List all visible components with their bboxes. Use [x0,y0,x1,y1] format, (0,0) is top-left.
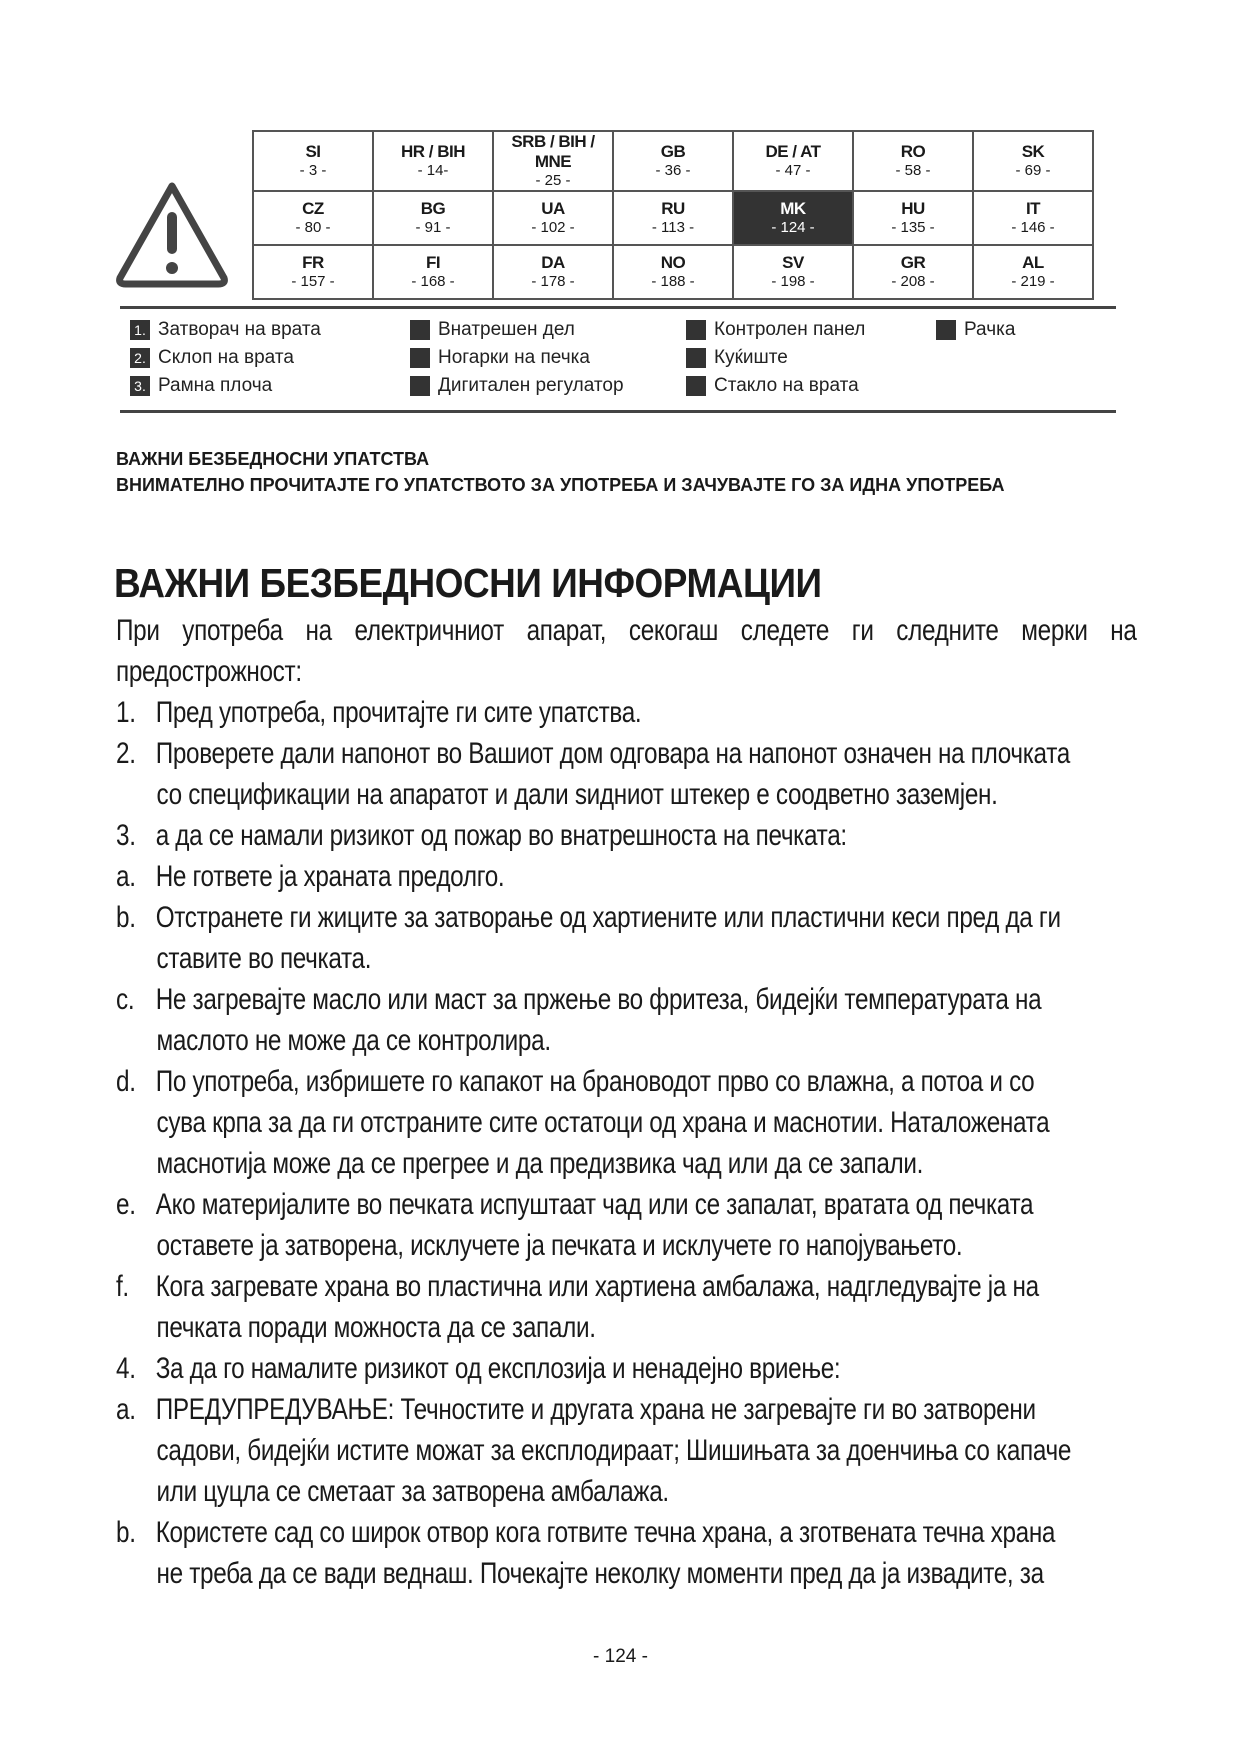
item-text: Отстранете ги жиците за затворање од хартиените или пластични кеси пред да ги [155,901,1061,934]
part-marker [410,320,430,340]
language-page: - 188 - [651,273,695,290]
language-page: - 124 - [771,219,815,236]
language-code: FI [425,253,441,272]
item-text: а да се намали ризикот од пожар во внатрешноста на печката: [155,819,847,852]
parts-col-1 [130,316,321,400]
language-code: FR [302,253,324,272]
language-page: - 135 - [891,219,935,236]
language-code: SI [305,142,321,161]
item-continuation: со спецификации на апаратот и дали ѕидниот штекер е соодветно заземјен. [156,778,998,811]
item-number: b. [116,901,136,934]
language-code: DE / AT [765,142,821,161]
item-number: e. [116,1188,136,1221]
item-text: По употреба, избришете го капакот на брановодот прво со влажна, а потоа и со [155,1065,1035,1098]
part-label: Склоп на врата [158,347,294,368]
notice-heading: ВАЖНИ БЕЗБЕДНОСНИ УПАТСТВА [116,449,430,469]
language-page: - 58 - [895,162,931,179]
parts-item [410,316,624,344]
language-cell [733,131,853,191]
language-page: - 14- [417,162,449,179]
item-number: 4. [116,1352,136,1385]
language-page: - 219 - [1011,273,1055,290]
notice-text: ВНИМАТЕЛНО ПРОЧИТАЈТЕ ГО УПАТСТВОТО ЗА УПОТРЕБА И ЗАЧУВАЈТЕ ГО ЗА ИДНА УПОТРЕБА [116,475,1005,495]
item-continuation: сува крпа за да ги отстраните сите остатоци од храна и маснотии. Наталожената [156,1106,1050,1139]
language-code: AL [1022,253,1044,272]
language-code: BG [420,199,446,218]
item-number: a. [116,1393,136,1426]
language-page: - 25 - [535,172,571,189]
page-number: - 124 - [593,1646,648,1667]
language-code: GB [660,142,686,161]
language-code: HR / BIH [401,142,465,161]
language-cell [853,245,973,299]
part-label: Внатрешен дел [438,319,575,340]
part-label: Ногарки на печка [438,347,590,368]
instruction-item [116,1266,1039,1307]
part-marker [686,376,706,396]
item-continuation: или цуцла се сметаат за затворена амбалажа. [156,1475,669,1508]
language-index-table [252,130,1094,300]
language-cell [253,131,373,191]
part-label: Дигитален регулатор [438,375,624,396]
language-page: - 208 - [891,273,935,290]
item-continuation: ставите во печката. [156,942,372,975]
language-cell [493,245,613,299]
parts-col-2 [410,316,624,400]
language-code: SRB / BIH / MNE [511,132,595,171]
instruction-item [116,856,1027,897]
language-code: HU [901,199,925,218]
item-text: Проверете дали напонот во Вашиот дом одговара на напонот означен на плочката [155,737,1070,770]
part-label: Куќиште [714,347,788,368]
parts-item [686,344,865,372]
parts-item [130,372,321,400]
item-continuation: маснотија може да се прегрее и да предизвика чад или да се запали. [156,1147,924,1180]
part-number-badge: 3. [130,376,150,396]
item-continuation: оставете ја затворена, исклучете ја печката и исклучете го напојувањето. [156,1229,963,1262]
language-page: - 157 - [291,273,335,290]
item-number: f. [116,1270,129,1303]
part-number-badge: 2. [130,348,150,368]
item-number: a. [116,860,136,893]
part-marker [686,320,706,340]
parts-item [936,316,1015,344]
item-continuation: печката поради можноста да се запали. [156,1311,596,1344]
item-number: c. [116,983,135,1016]
item-text: Користете сад со широк отвор кога готвите течна храна, а зготвената течна храна [155,1516,1056,1549]
instruction-item [116,692,1027,733]
parts-item [410,372,624,400]
language-cell [613,191,733,245]
language-page: - 198 - [771,273,815,290]
intro-line: предострожност: [116,655,302,688]
language-cell [253,245,373,299]
part-number-badge: 1. [130,320,150,340]
part-marker [686,348,706,368]
parts-col-3 [686,316,865,400]
parts-item [130,344,321,372]
language-code: SK [1021,142,1045,161]
warning-icon [114,178,230,290]
language-code: MK [780,199,806,218]
part-marker [936,320,956,340]
part-marker [410,348,430,368]
language-row [253,191,1093,245]
language-cell [733,191,853,245]
item-number: b. [116,1516,136,1549]
language-code: SV [782,253,804,272]
language-cell [613,245,733,299]
language-page: - 168 - [411,273,455,290]
item-number: 2. [116,737,136,770]
part-label: Затворач на врата [158,319,321,340]
parts-item [130,316,321,344]
language-cell [613,131,733,191]
language-code: DA [541,253,565,272]
language-cell [853,191,973,245]
language-code: GR [900,253,926,272]
language-cell [733,245,853,299]
language-page: - 80 - [295,219,331,236]
intro-line: При употреба на електричниот апарат, секогаш следете ги следните мерки на [116,614,1137,647]
language-code: NO [660,253,686,272]
language-page: - 102 - [531,219,575,236]
language-page: - 91 - [415,219,451,236]
item-number: 3. [116,819,136,852]
item-number: 1. [116,696,136,729]
language-cell [373,191,493,245]
language-cell [973,131,1093,191]
item-text: Не загревајте масло или маст за пржење во фритеза, бидејќи температурата на [155,983,1042,1016]
language-page: - 178 - [531,273,575,290]
language-code: RU [661,199,685,218]
language-code: RO [900,142,926,161]
safety-notice [116,446,1076,498]
language-page: - 47 - [775,162,811,179]
item-text: ПРЕДУПРЕДУВАЊЕ: Течностите и другата храна не загревајте ги во затворени [155,1393,1036,1426]
top-divider [120,306,1116,309]
language-cell [253,191,373,245]
instruction-item [116,1512,1056,1553]
part-label: Рачка [964,319,1016,340]
parts-col-4 [936,316,1015,344]
part-label: Стакло на врата [714,375,859,396]
language-page: - 146 - [1011,219,1055,236]
instruction-item [116,1184,1034,1225]
language-cell [373,131,493,191]
part-marker [410,376,430,396]
item-number: d. [116,1065,136,1098]
language-cell [973,245,1093,299]
bottom-divider [120,410,1116,413]
language-cell [493,131,613,191]
instruction-item [116,815,1027,856]
item-text: За да го намалите ризикот од експлозија и ненадејно вриење: [155,1352,841,1385]
language-row [253,131,1093,191]
instructions-body [116,610,1137,1594]
language-code: CZ [302,199,324,218]
item-text: Ако материјалите во печката испуштаат чад или се запалат, вратата од печката [155,1188,1034,1221]
item-text: Не гответе ја храната предолго. [155,860,505,893]
language-page: - 69 - [1015,162,1051,179]
part-label: Контролен панел [714,319,866,340]
language-cell [373,245,493,299]
item-text: Кога загревате храна во пластична или хартиена амбалажа, надгледувајте ја на [155,1270,1039,1303]
instruction-item [116,897,1061,938]
section-title: ВАЖНИ БЕЗБЕДНОСНИ ИНФОРМАЦИИ [114,560,822,606]
item-continuation: садови, бидејќи истите можат за експлодираат; Шишињата за доенчиња со капаче [156,1434,1072,1467]
instruction-item [116,1348,1027,1389]
language-page: - 113 - [651,219,695,236]
language-page: - 36 - [655,162,691,179]
instruction-item [116,1389,1036,1430]
item-continuation: маслото не може да се контролира. [156,1024,551,1057]
instruction-list [116,692,1072,1594]
language-cell [973,191,1093,245]
instruction-item [116,979,1042,1020]
language-code: UA [541,199,565,218]
instruction-item [116,1061,1035,1102]
part-label: Рамна плоча [158,375,273,396]
instruction-item [116,733,1070,774]
parts-item [410,344,624,372]
language-cell [853,131,973,191]
language-row [253,245,1093,299]
item-continuation: не треба да се вади веднаш. Почекајте неколку моменти пред да ја извадите, за [156,1557,1044,1590]
language-page: - 3 - [299,162,327,179]
parts-item [686,372,865,400]
parts-item [686,316,865,344]
language-code: IT [1025,199,1041,218]
item-text: Пред употреба, прочитајте ги сите упатства. [155,696,642,729]
language-cell [493,191,613,245]
